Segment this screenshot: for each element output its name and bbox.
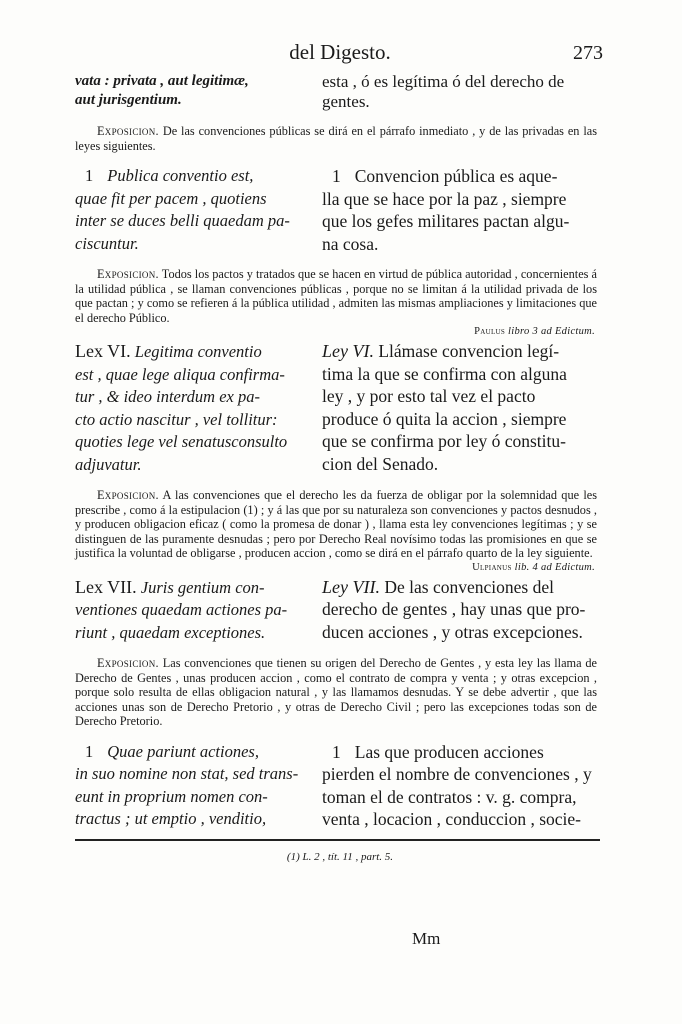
spanish-column [322, 72, 605, 112]
latin-line: Lex VI. Legitima conventio [75, 341, 262, 361]
exposicion-paragraph [75, 656, 597, 729]
source-author: Ulpianus [472, 561, 512, 573]
latin-line: quoties lege vel senatusconsulto [75, 432, 288, 451]
source-work: lib. 4 ad Edictum. [514, 561, 595, 573]
latin-line: Lex VII. Juris gentium con- [75, 576, 265, 597]
latin-line: ciscuntur. [75, 233, 139, 253]
latin-line: quae fit per pacem , quotiens [75, 188, 267, 208]
latin-line: riunt , quaedam exceptiones. [75, 622, 266, 642]
exposicion-paragraph [75, 124, 597, 153]
spanish-line: 1 Convencion pública es aque- [332, 166, 558, 186]
spanish-line: tima la que se confirma con alguna [322, 363, 567, 384]
spanish-line: que los gefes militares pactan algu- [322, 211, 570, 231]
exposicion-label: Exposicion. [97, 267, 159, 281]
paragraph-number: 1 [332, 741, 341, 762]
exposicion-label: Exposicion. [97, 656, 159, 670]
footnote-rule [75, 839, 600, 841]
spanish-line: venta , locacion , conduccion , socie- [322, 809, 581, 829]
spanish-line: produce ó quita la accion , siempre [322, 408, 567, 429]
parallel-text-block-0 [75, 72, 605, 112]
exposicion-text: Todos los pactos y tratados que se hacen en virtud de pública autoridad , concernientes á la utilidad pública , se llaman convenciones públicas , porque no se limitan á la utilidad privada de los que pactan ; y como se refieren á la pública utilidad , admiten las mismas ampliaciones y limitaciones que el derecho Público. [75, 267, 598, 325]
exposicion-paragraph [75, 267, 597, 325]
spanish-line: cion del Senado. [322, 453, 439, 474]
spanish-line: ducen acciones , y otras excepciones. [322, 621, 583, 642]
latin-line: ventiones quaedam actiones pa- [75, 600, 288, 619]
latin-line: vata : privata , aut legitimæ, [75, 73, 249, 89]
source-citation [75, 326, 595, 337]
spanish-line: na cosa. [322, 233, 379, 254]
latin-line: in suo nomine non stat, sed trans- [75, 764, 299, 783]
spanish-line: esta , ó es legítima ó del derecho de [322, 72, 565, 91]
spanish-line: toman el de contratos : v. g. compra, [322, 786, 577, 807]
spanish-line: ley , y por esto tal vez el pacto [322, 386, 536, 406]
source-work: libro 3 ad Edictum. [508, 326, 595, 337]
latin-line: cto actio nascitur , vel tollitur: [75, 409, 278, 429]
latin-column [75, 340, 313, 476]
spanish-column [322, 165, 605, 255]
page-header [75, 38, 605, 72]
spanish-line: Ley VI. Llámase convencion legí- [322, 341, 560, 361]
document-page [75, 38, 605, 863]
exposicion-label: Exposicion. [97, 488, 159, 502]
law-heading-latin: Lex VII. [75, 576, 137, 597]
spanish-line: Ley VII. De las convenciones del [322, 576, 554, 597]
spanish-line: pierden el nombre de convenciones , y [322, 764, 592, 784]
latin-line: adjuvatur. [75, 454, 142, 474]
spanish-line: que se confirma por ley ó constitu- [322, 431, 566, 451]
footnote: (1) L. 2 , tít. 11 , part. 5. [286, 850, 394, 863]
running-title: del Digesto. [289, 40, 391, 64]
latin-column [75, 165, 313, 255]
latin-column [75, 741, 313, 831]
latin-line: aut jurisgentium. [75, 92, 182, 108]
parallel-text-block-2 [75, 741, 605, 831]
latin-line: eunt in proprium nomen con- [75, 786, 268, 806]
exposicion-label: Exposicion. [97, 124, 159, 138]
exposicion-text: De las convenciones públicas se dirá en el párrafo inmediato , y de las privadas en las leyes siguientes. [75, 124, 597, 153]
signature-mark: Mm [412, 929, 441, 948]
latin-column [75, 576, 313, 645]
page-number: 273 [573, 42, 603, 64]
paragraph-number: 1 [85, 741, 94, 761]
law-vi-block [75, 340, 605, 476]
paragraph-number: 1 [332, 166, 341, 186]
exposicion-text: A las convenciones que el derecho les da fuerza de obligar por la solemnidad que les prescribe , como á la estipulacion (1) ; y á las que por su naturaleza son convenciones y pactos desnudos , y producen obligacion eficaz ( como la promesa de donar ) , llama esta ley convenciones legítimas ; y se distinguen de las puramente desnudas ; pero por Derecho Real novísimo todas las promisiones en que se justifica la voluntad de obligarse , producen accion , como se dirá en el párrafo quarto de la ley siguiente. [75, 488, 598, 560]
latin-line: tractus ; ut emptio , venditio, [75, 809, 267, 828]
law-heading-spanish: Ley VII. [322, 576, 380, 597]
latin-line: tur , & ideo interdum ex pa- [75, 387, 260, 406]
spanish-line: lla que se hace por la paz , siempre [322, 188, 567, 209]
spanish-column [322, 741, 605, 831]
source-citation [75, 562, 595, 573]
latin-line: est , quae lege aliqua confirma- [75, 364, 285, 384]
latin-column [75, 72, 313, 112]
spanish-column [322, 576, 605, 645]
exposicion-text: Las convenciones que tienen su origen del Derecho de Gentes , y esta ley las llama de Derecho de Gentes , unas producen accion , como el contrato de compra y venta ; y otras excepcion , porque solo resulta de ellas obligacion natural , y las llamamos desnudas. Y se debe advertir , que las acciones unas son de Derecho Pretorio , y otras de Derecho Civil ; pero las excepciones todas son de Derecho Pretorio. [75, 656, 597, 728]
latin-line: inter se duces belli quaedam pa- [75, 211, 290, 230]
spanish-column [322, 340, 605, 476]
exposicion-paragraph [75, 488, 597, 561]
paragraph-number: 1 [85, 166, 94, 185]
spanish-line: gentes. [322, 92, 370, 111]
latin-line: 1 Quae pariunt actiones, [85, 741, 259, 761]
law-vii-block [75, 576, 605, 645]
source-author: Paulus [474, 326, 506, 337]
law-heading-spanish: Ley VI. [322, 341, 374, 361]
spanish-line: 1 Las que producen acciones [332, 741, 544, 762]
law-heading-latin: Lex VI. [75, 341, 131, 361]
parallel-text-block-1 [75, 165, 605, 255]
spanish-line: derecho de gentes , hay unas que pro- [322, 599, 586, 619]
latin-line: 1 Publica conventio est, [85, 166, 254, 185]
